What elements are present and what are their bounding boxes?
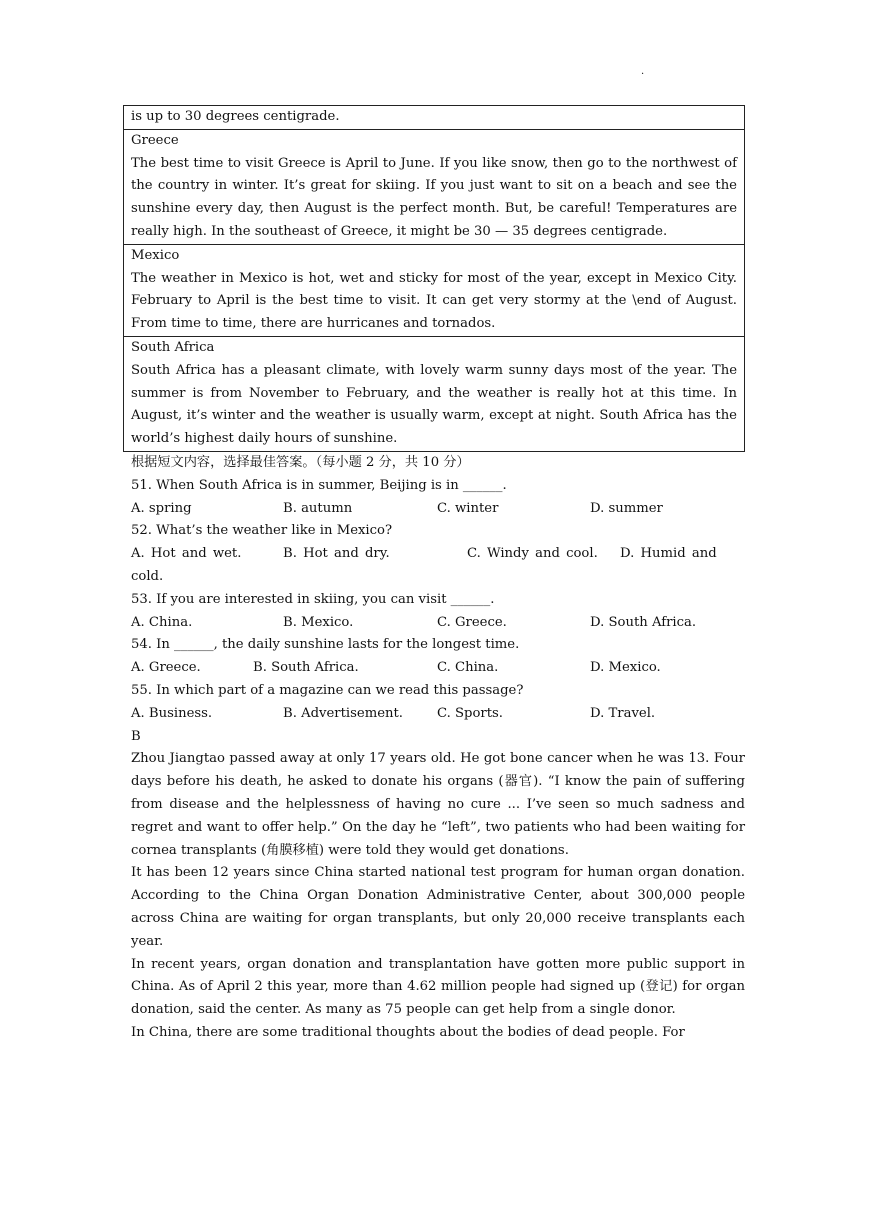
option: C. Windy and cool. xyxy=(467,546,598,562)
table-row xyxy=(124,336,745,451)
option: A. Business. xyxy=(131,705,213,721)
option: D. Mexico. xyxy=(590,660,661,676)
option: A. spring xyxy=(131,500,192,516)
country-weather-table xyxy=(123,105,745,452)
options-54 xyxy=(131,657,745,680)
option: A. Hot and wet. xyxy=(131,546,242,562)
option: A. China. xyxy=(131,614,193,630)
questions-section xyxy=(131,452,745,1045)
question-51: 51. When South Africa is in summer, Beijing is in ______. xyxy=(131,477,507,493)
option: C. Sports. xyxy=(437,705,503,721)
section-heading-b: B xyxy=(131,728,141,744)
option: C. Greece. xyxy=(437,614,507,630)
options-51 xyxy=(131,498,745,521)
option: C. China. xyxy=(437,660,499,676)
passage-paragraph: It has been 12 years since China started national test program for human organ donation. According to the China Organ Donation Administrative Center, about 300,000 people across China are waiting for organ transplants, but only 20,000 receive transplants each year. xyxy=(131,865,745,949)
question-53: 53. If you are interested in skiing, you can visit ______. xyxy=(131,591,495,607)
table-cell xyxy=(124,106,745,130)
option: D. Travel. xyxy=(590,705,656,721)
options-52 xyxy=(131,543,745,589)
options-53 xyxy=(131,612,745,635)
table-row xyxy=(124,244,745,336)
cell-text: The weather in Mexico is hot, wet and sticky for most of the year, except in Mexico City. February to April is the best time to visit. It can get very stormy at the \end of August. From time to time, there are hurricanes and tornados. xyxy=(131,270,737,332)
table-cell xyxy=(124,129,745,244)
option: B. Mexico. xyxy=(283,614,354,630)
option: D. Humid and cold. xyxy=(131,546,717,584)
table-cell xyxy=(124,244,745,336)
country-title: Mexico xyxy=(131,247,180,263)
country-title: Greece xyxy=(131,132,179,148)
option: D. South Africa. xyxy=(590,614,697,630)
cell-text: The best time to visit Greece is April to June. If you like snow, then go to the northwest of the country in winter. It’s great for skiing. If you just want to sit on a beach and see the sunshine every day, then August is the perfect month. But, be careful! Temperatures are really high. In the southeast of Greece, it might be 30 — 35 degrees centigrade. xyxy=(131,155,737,239)
passage-paragraph: In recent years, organ donation and transplantation have gotten more public support in China. As of April 2 this year, more than 4.62 million people had signed up (登记) for organ donation, said the center. As many as 75 people can get help from a single donor. xyxy=(131,956,745,1018)
table-row xyxy=(124,106,745,130)
option: B. Advertisement. xyxy=(283,705,403,721)
passage-paragraph: Zhou Jiangtao passed away at only 17 years old. He got bone cancer when he was 13. Four days before his death, he asked to donate his organs (器官). “I know the pain of suffering from disease and the helplessness of having no cure ... I’ve seen so much sadness and regret and want to offer help.” On the day he “left”, two patients who had been waiting for cornea transplants (角膜移植) were told they would get donations. xyxy=(131,751,745,858)
cell-text: is up to 30 degrees centigrade. xyxy=(131,109,340,124)
table-cell xyxy=(124,336,745,451)
option: B. Hot and dry. xyxy=(283,546,390,562)
question-55: 55. In which part of a magazine can we read this passage? xyxy=(131,682,524,698)
instruction: 根据短文内容，选择最佳答案。（每小题 2 分，共 10 分） xyxy=(131,455,470,470)
options-55 xyxy=(131,703,745,726)
table-row xyxy=(124,129,745,244)
option: B. autumn xyxy=(283,500,353,516)
passage-paragraph: In China, there are some traditional thoughts about the bodies of dead people. For xyxy=(131,1024,685,1040)
question-52: 52. What’s the weather like in Mexico? xyxy=(131,523,393,539)
option: A. Greece. xyxy=(131,660,201,676)
question-54: 54. In ______, the daily sunshine lasts for the longest time. xyxy=(131,637,520,653)
cell-text: South Africa has a pleasant climate, with lovely warm sunny days most of the year. The summer is from November to February, and the weather is really hot at this time. In August, it’s winter and the weather is usually warm, except at night. South Africa has the world’s highest daily hours of sunshine. xyxy=(131,362,737,447)
page-marker: . xyxy=(641,66,645,77)
option: C. winter xyxy=(437,500,499,516)
option: B. South Africa. xyxy=(253,660,359,676)
option: D. summer xyxy=(590,500,663,516)
country-title: South Africa xyxy=(131,339,215,355)
